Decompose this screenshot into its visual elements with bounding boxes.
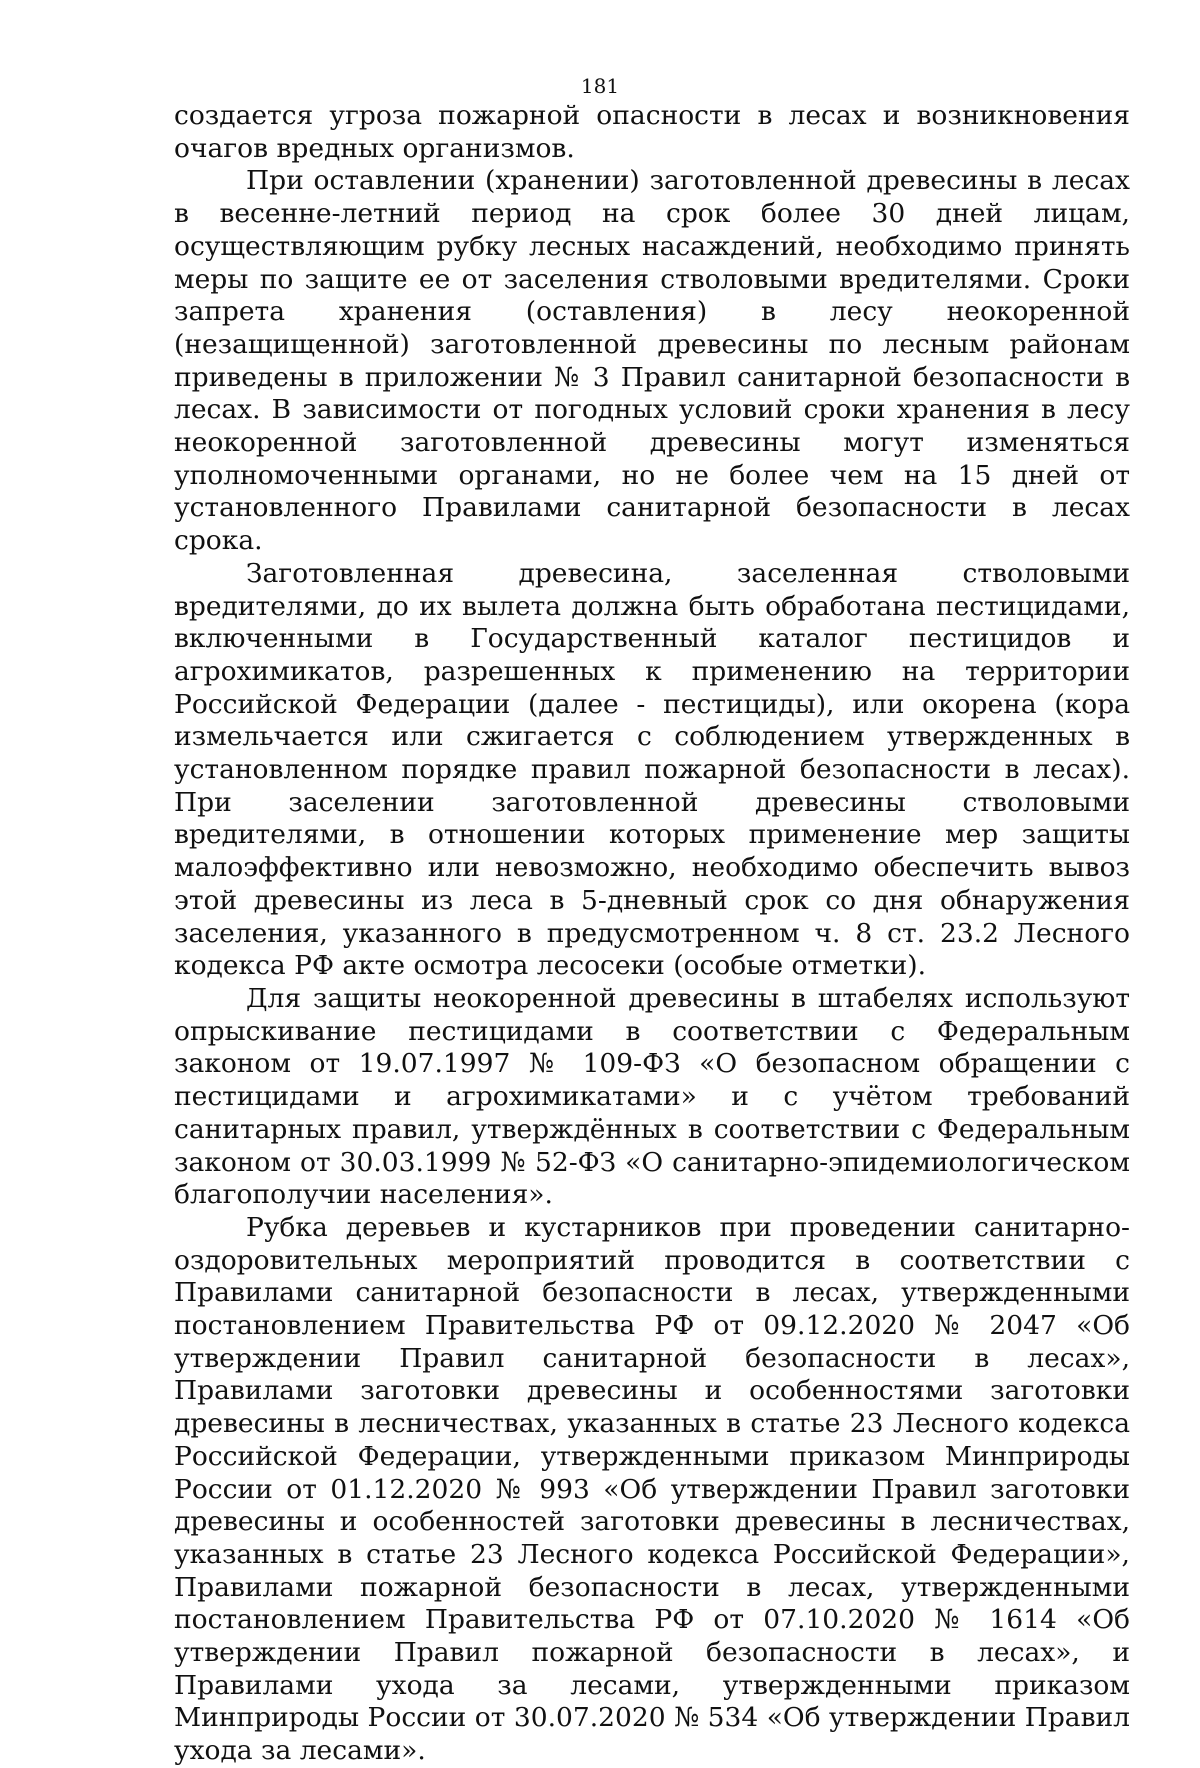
paragraph-spraying: Для защиты неокоренной древесины в штабелях используют опрыскивание пестицидами в соответствии с Федеральным законом от 19.07.1997 № 109-ФЗ «О безопасном обращении с пестицидами и агрохимикатами» и с учётом требований санитарных правил, утверждённых в соответствии с Федеральным законом от 30.03.1999 № 52-ФЗ «О санитарно-эпидемиологическом благополучии населения». — [174, 982, 1130, 1211]
paragraph-continuation: создается угроза пожарной опасности в лесах и возникновения очагов вредных организмов. — [174, 100, 1130, 164]
paragraph-logging-rules: Рубка деревьев и кустарников при проведении санитарно-оздоровительных мероприятий проводится в соответствии с Правилами санитарной безопасности в лесах, утвержденными постановлением Правительства РФ от 09.12.2020 № 2047 «Об утверждении Правил санитарной безопасности в лесах», Правилами заготовки древесины и особенностями заготовки древесины в лесничествах, указанных в статье 23 Лесного кодекса Российской Федерации, утвержденными приказом Минприроды России от 01.12.2020 № 993 «Об утверждении Правил заготовки древесины и особенностей заготовки древесины в лесничествах, указанных в статье 23 Лесного кодекса Российской Федерации», Правилами пожарной безопасности в лесах, утвержденными постановлением Правительства РФ от 07.10.2020 № 1614 «Об утверждении Правил пожарной безопасности в лесах», и Правилами ухода за лесами, утвержденными приказом Минприроды России от 30.07.2020 № 534 «Об утверждении Правил ухода за лесами». — [174, 1211, 1130, 1767]
paragraph-storage-rules: При оставлении (хранении) заготовленной древесины в лесах в весенне-летний период на срок более 30 дней лицам, осуществляющим рубку лесных насаждений, необходимо принять меры по защите ее от заселения стволовыми вредителями. Сроки запрета хранения (оставления) в лесу неокоренной (незащищенной) заготовленной древесины по лесным районам приведены в приложении № 3 Правил санитарной безопасности в лесах. В зависимости от погодных условий сроки хранения в лесу неокоренной заготовленной древесины могут изменяться уполномоченными органами, но не более чем на 15 дней от установленного Правилами санитарной безопасности в лесах срока. — [174, 165, 1130, 557]
document-body — [174, 100, 1130, 1768]
paragraph-pest-treatment: Заготовленная древесина, заселенная стволовыми вредителями, до их вылета должна быть обработана пестицидами, включенными в Государственный каталог пестицидов и агрохимикатов, разрешенных к применению на территории Российской Федерации (далее - пестициды), или окорена (кора измельчается или сжигается с соблюдением утвержденных в установленном порядке правил пожарной безопасности в лесах). При заселении заготовленной древесины стволовыми вредителями, в отношении которых применение мер защиты малоэффективно или невозможно, необходимо обеспечить вывоз этой древесины из леса в 5-дневный срок со дня обнаружения заселения, указанного в предусмотренном ч. 8 ст. 23.2 Лесного кодекса РФ акте осмотра лесосеки (особые отметки). — [174, 557, 1130, 982]
page-number: 181 — [580, 74, 620, 98]
